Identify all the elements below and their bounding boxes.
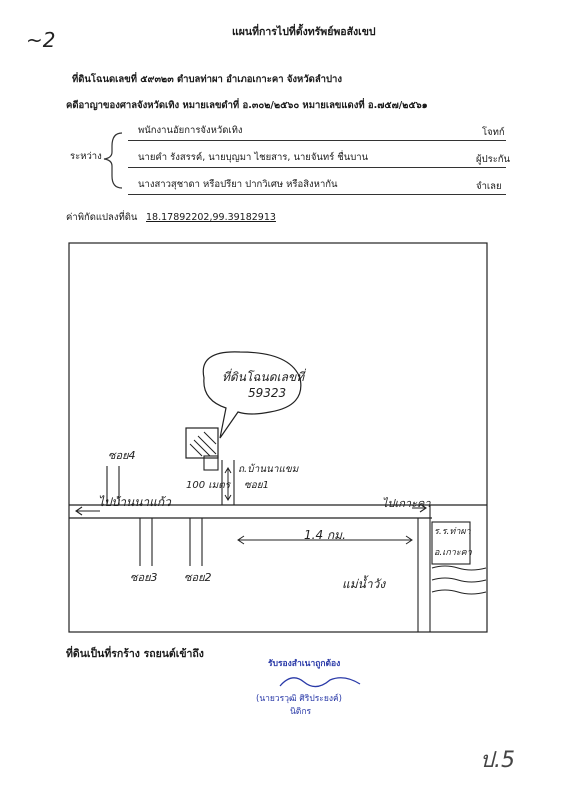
road-left-label: ไปบ้านนาแก้ว [98,495,171,509]
soi3-label: ซอย3 [130,571,158,584]
to-town-label: ไปเกาะคา [382,497,431,510]
deed-line: ที่ดินโฉนดเลขที่ ๕๙๓๒๓ ตำบลท่าผา อำเภอเกาะคา จังหวัดลำปาง [72,74,342,85]
soi4-label: ซอย4 [108,449,136,462]
party-role-guarantors: ผู้ประกัน [476,154,511,165]
school-label-line1: ร.ร.ท่าผา [434,527,471,537]
party-role-defendant: จำเลย [476,181,502,192]
left-arrow [76,507,100,515]
signature-mark [276,670,366,692]
coordinate-label: ค่าพิกัดแปลงที่ดิน [66,212,138,223]
distance-main-label: 1.4 กม. [304,528,346,542]
river-label: แม่น้ำวัง [342,577,386,591]
party-name-plaintiff: พนักงานอัยการจังหวัดเทิง [138,125,243,136]
road-name-label: ถ.บ้านนาแขม [238,464,299,475]
distance-100-label: 100 เมตร [186,480,231,491]
party-brace [104,133,122,188]
river-wave-1 [432,566,486,570]
party-name-defendant: นางสาวสุชาดา หรือปรียา ปากวิเศษ หรือสิงหากัน [138,179,338,190]
court-case-line: คดีอาญาของศาลจังหวัดเทิง หมายเลขดำที่ อ.๓๐๒/๒๕๖๐ หมายเลขแดงที่ อ.๗๕๗/๒๕๖๑ [66,100,428,111]
river-wave-3 [432,590,486,594]
document-title: แผนที่การไปที่ตั้งทรัพย์พอสังเขป [232,26,376,38]
party-name-guarantors: นายคำ รังสรรค์, นายบุญมา ไชยสาร, นายจันทร์ ชื่นบาน [138,152,369,163]
river-wave-2 [432,578,486,582]
coordinate-value: 18.17892202,99.39182913 [146,212,276,223]
party-role-plaintiff: โจทก์ [482,127,505,138]
soi1-label: ซอย1 [244,480,270,491]
soi2-label: ซอย2 [184,571,212,584]
signer-title: นิติกร [290,707,312,717]
between-label: ระหว่าง [70,151,102,162]
certified-copy-stamp: รับรองสำเนาถูกต้อง [268,659,341,669]
footer-note: ที่ดินเป็นที่รกร้าง รถยนต์เข้าถึง [66,648,204,660]
page-mark: ป.5 [480,748,515,773]
land-parcel [186,428,218,458]
callout-text-line2: 59323 [248,386,287,400]
school-label-line2: อ.เกาะคา [434,548,472,558]
signer-name: (นายวรวุฒิ ศิริประยงค์) [256,694,342,704]
callout-text-line1: ที่ดินโฉนดเลขที่ [222,370,305,384]
parcel-hatching [190,432,216,456]
corner-scribble: ~2 [26,28,56,52]
